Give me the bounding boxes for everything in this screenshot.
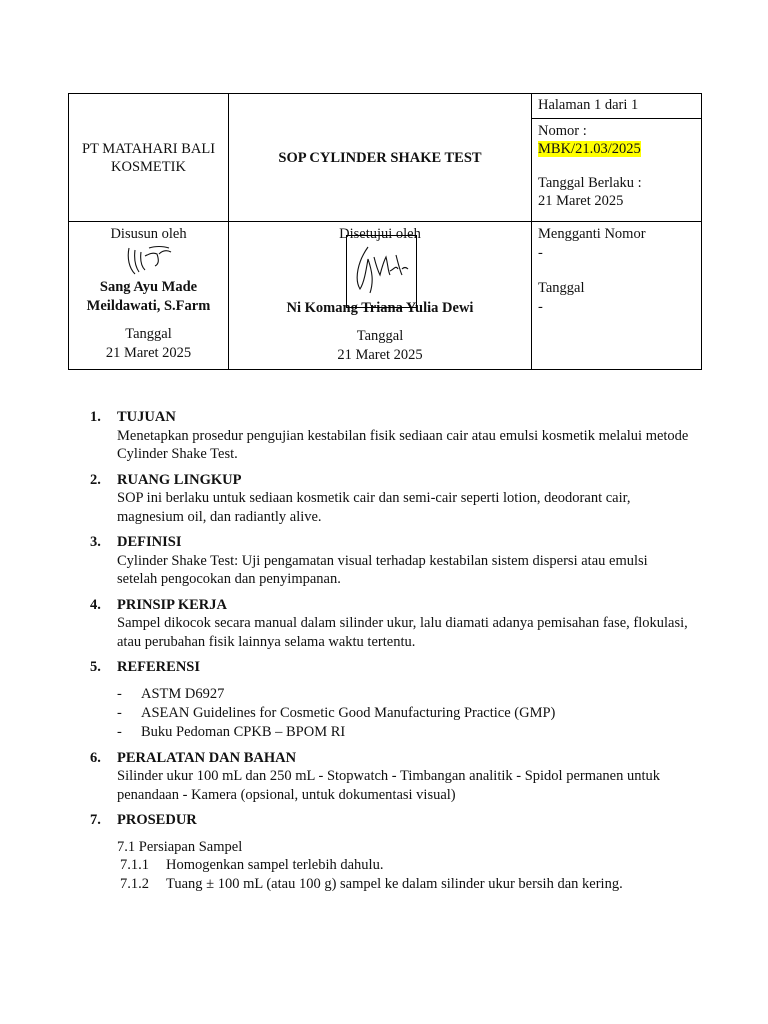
section-body: Cylinder Shake Test: Uji pengamatan visual terhadap kestabilan sistem dispersi atau emulsi setelah pengocokan dan penyimpanan. [117,552,648,587]
approved-by-signature [346,235,418,309]
list-item: - ASEAN Guidelines for Cosmetic Good Manufacturing Practice (GMP) [117,704,556,721]
subsection-title: 7.1 Persiapan Sampel [117,838,243,855]
effective-date-label: Tanggal Berlaku : [538,175,642,191]
section-heading: TUJUAN [117,409,176,425]
approved-by-label: Disetujui oleh [339,226,421,242]
section-peralatan-bahan [90,749,690,805]
section-heading: PERALATAN DAN BAHAN [117,749,297,766]
step-text: Tuang ± 100 mL (atau 100 g) sampel ke dalam silinder ukur bersih dan kering. [166,876,623,892]
bullet-dash: - [117,685,122,702]
section-number: 2. [90,471,101,488]
section-number: 1. [90,409,101,425]
page-info-cell [532,94,702,119]
bullet-dash: - [117,704,122,721]
replaces-date-value: - [538,299,543,315]
section-heading: RUANG LINGKUP [117,471,242,488]
list-item [117,875,690,894]
prepared-by-label: Disusun oleh [110,226,187,242]
section-number: 7. [90,812,101,828]
section-ruang-lingkup [90,471,690,527]
section-tujuan [90,408,690,464]
document-title: SOP CYLINDER SHAKE TEST [278,149,482,166]
section-body: Menetapkan prosedur pengujian kestabilan fisik sediaan cair atau emulsi kosmetik melalui metode Cylinder Shake Test. [117,427,689,462]
approved-by-name: Ni Komang Triana Yulia Dewi [286,300,474,316]
replaces-value: - [538,245,543,261]
procedure-steps [117,856,690,894]
section-number: 5. [90,659,101,675]
section-heading: REFERENSI [117,659,200,675]
document-header-table [68,93,702,370]
section-number: 4. [90,596,101,613]
document-number-cell [532,119,702,222]
replaces-cell [532,222,702,370]
step-number: 7.1.2 [120,876,149,892]
title-cell [229,94,532,222]
section-body: SOP ini berlaku untuk sediaan kosmetik cair dan semi-cair seperti lotion, deodorant cair, magnesium oil, dan radiantly alive. [117,490,631,525]
section-number: 3. [90,534,101,550]
approved-date: 21 Maret 2025 [337,347,423,363]
prepared-by-cell [69,222,229,370]
section-number: 6. [90,749,101,766]
step-number: 7.1.1 [120,857,149,873]
section-heading: PRINSIP KERJA [117,596,227,613]
section-prinsip-kerja [90,596,690,652]
step-text: Homogenkan sampel terlebih dahulu. [166,857,384,873]
approved-by-cell [229,222,532,370]
section-body: Sampel dikocok secara manual dalam silinder ukur, lalu diamati adanya pemisahan fase, flokulasi, atau perubahan fisik lainnya selama waktu tertentu. [117,615,688,650]
sop-sections [90,408,690,901]
replaces-label: Mengganti Nomor [538,226,646,242]
prepared-by-signature [119,244,179,278]
document-number-value: MBK/21.03/2025 [538,141,641,157]
prepared-by-name-line2: Meildawati, S.Farm [86,298,211,314]
section-definisi [90,533,690,589]
prepared-by-name-line1: Sang Ayu Made [99,279,198,295]
section-prosedur [90,811,690,894]
section-heading: DEFINISI [117,534,182,550]
approved-date-label: Tanggal [356,328,404,344]
list-item [117,856,690,875]
company-name: PT MATAHARI BALI KOSMETIK [81,140,216,175]
company-cell [69,94,229,222]
section-referensi [90,658,690,742]
effective-date-value: 21 Maret 2025 [538,193,624,209]
replaces-date-label: Tanggal [538,280,585,296]
document-number-label: Nomor : [538,123,587,139]
section-body: Silinder ukur 100 mL dan 250 mL - Stopwatch - Timbangan analitik - Spidol permanen untuk penandaan - Kamera (opsional, untuk dokumentasi visual) [117,768,661,803]
bullet-dash: - [117,723,122,740]
reference-list [117,685,690,742]
page-info: Halaman 1 dari 1 [538,97,639,113]
prepared-date-label: Tanggal [125,326,172,342]
list-item: - ASTM D6927 [117,685,225,702]
prepared-date: 21 Maret 2025 [105,345,192,361]
section-heading: PROSEDUR [117,812,197,828]
list-item: - Buku Pedoman CPKB – BPOM RI [117,723,346,740]
